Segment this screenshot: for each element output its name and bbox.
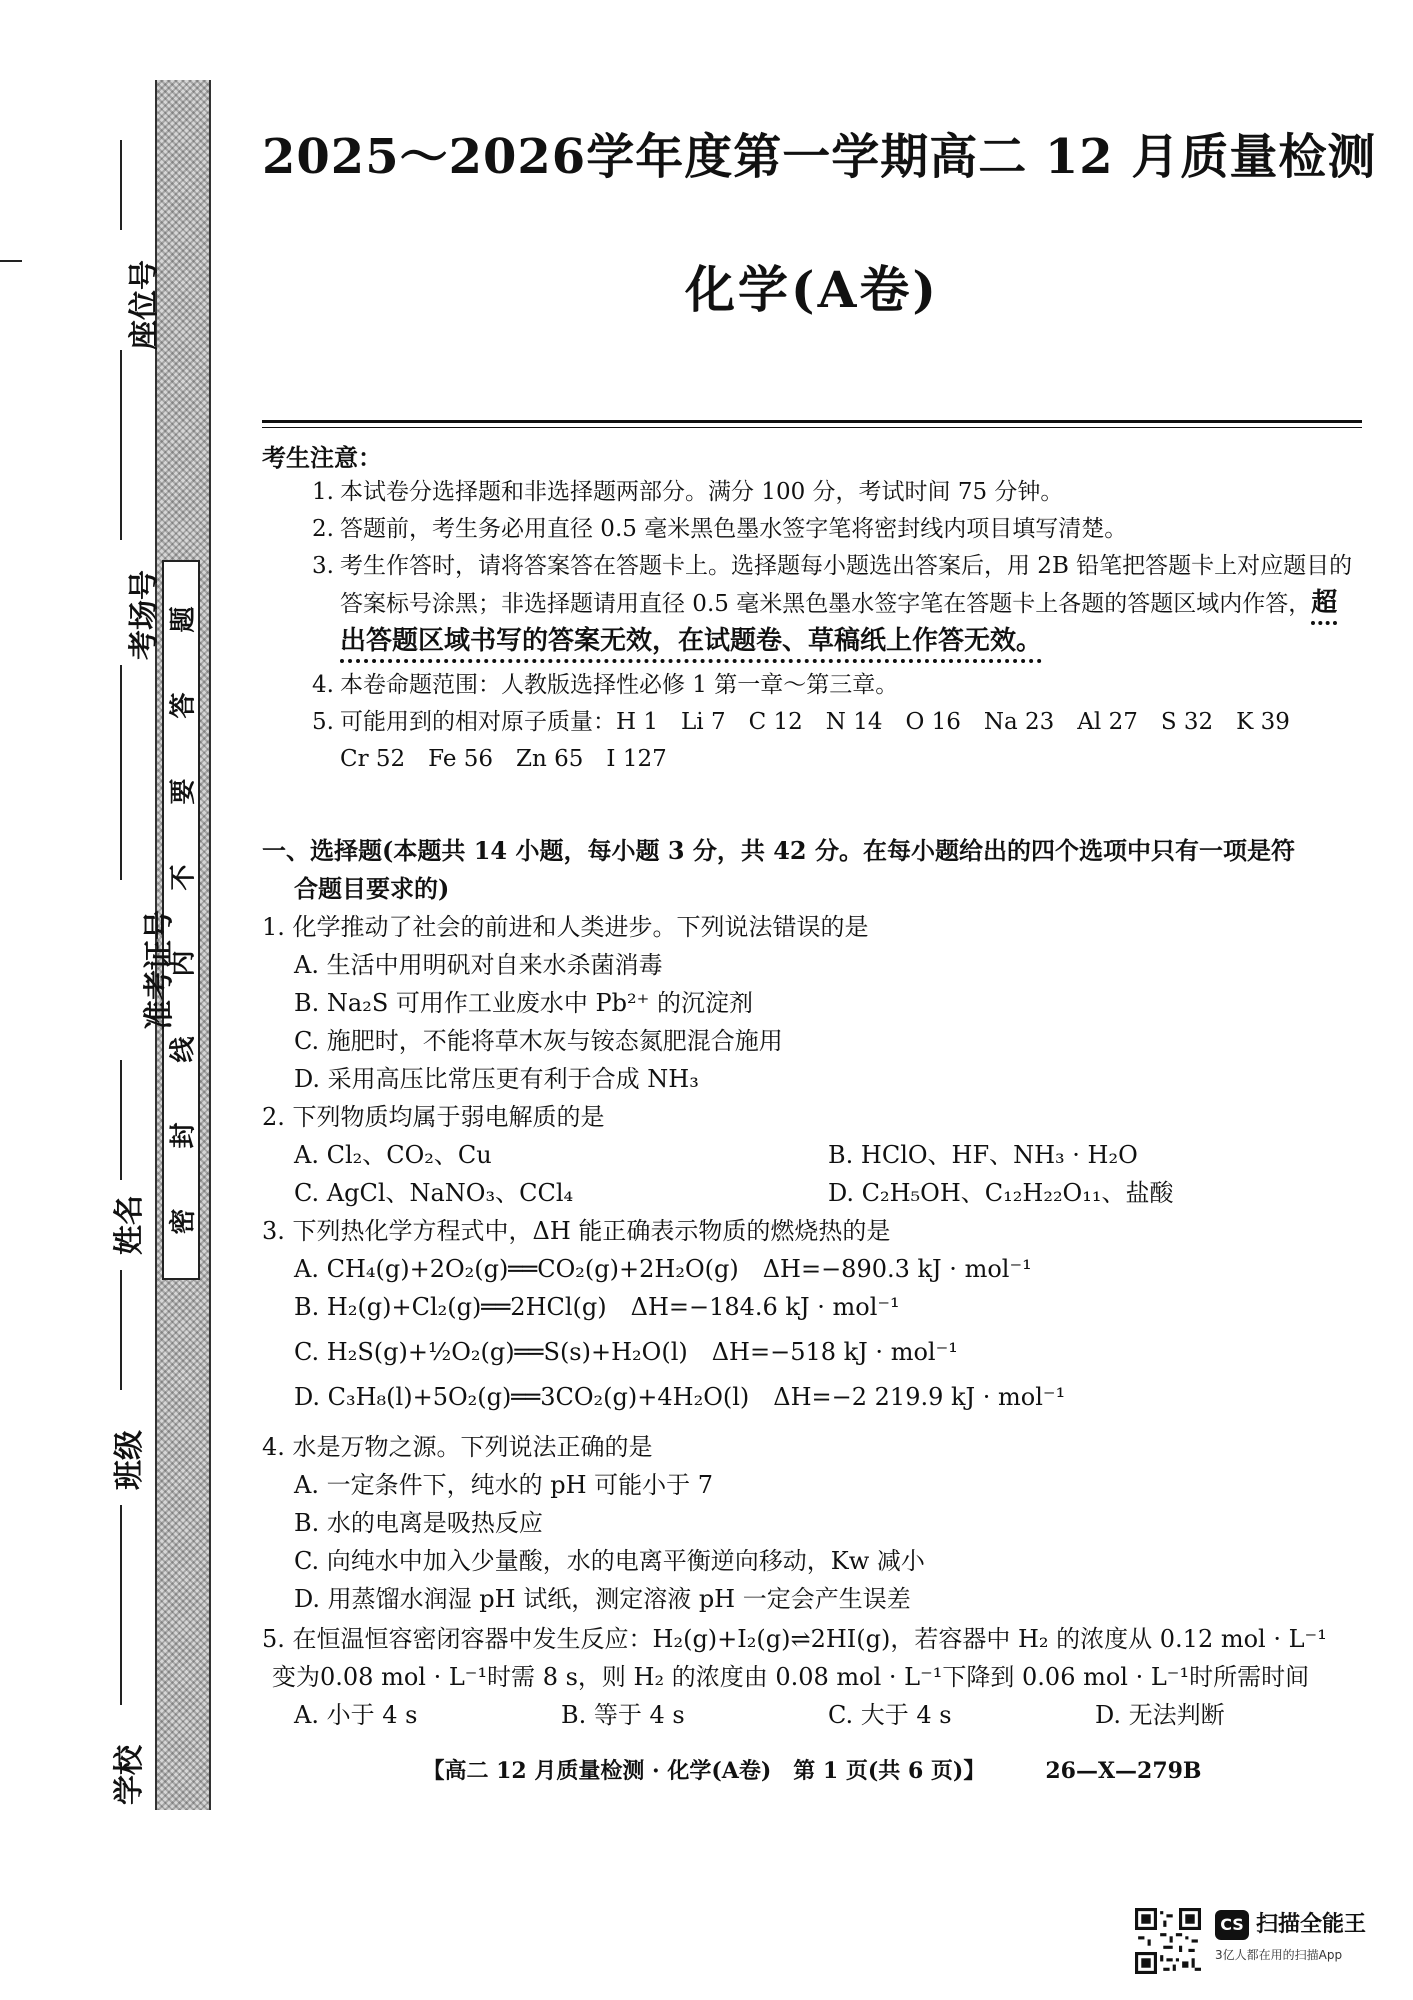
option: C. 向纯水中加入少量酸，水的电离平衡逆向移动，Kw 减小	[294, 1547, 925, 1575]
option: D. C₂H₅OH、C₁₂H₂₂O₁₁、盐酸	[828, 1179, 1174, 1207]
exam-title: 2025～2026学年度第一学期高二 12 月质量检测	[262, 129, 1377, 185]
option: A. 一定条件下，纯水的 pH 可能小于 7	[294, 1471, 714, 1499]
notice-item: 2. 答题前，考生务必用直径 0.5 毫米黑色墨水签字笔将密封线内项目填写清楚。	[312, 516, 1128, 542]
scanner-tagline: 3亿人都在用的扫描App	[1215, 1948, 1343, 1962]
option: C. 大于 4 s	[828, 1701, 952, 1729]
option: B. 水的电离是吸热反应	[294, 1509, 543, 1537]
option: C. H₂S(g)+½O₂(g)══S(s)+H₂O(l) ΔH=−518 kJ · mol⁻¹	[294, 1338, 958, 1366]
seal-char: 封	[168, 1121, 199, 1149]
divider	[262, 427, 1362, 428]
question-1	[262, 908, 1362, 1098]
exam-subject: 化学(A卷)	[684, 260, 940, 319]
option: A. 小于 4 s	[294, 1701, 418, 1729]
page-footer: 【高二 12 月质量检测 · 化学(A卷) 第 1 页(共 6 页)】 26—X—279B	[422, 1758, 1202, 1784]
question-stem: 1. 化学推动了社会的前进和人类进步。下列说法错误的是	[262, 913, 869, 941]
notice-item: 4. 本卷命题范围：人教版选择性必修 1 第一章～第三章。	[312, 672, 899, 698]
option: D. 无法判断	[1095, 1701, 1225, 1729]
option: A. CH₄(g)+2O₂(g)══CO₂(g)+2H₂O(g) ΔH=−890.3 kJ · mol⁻¹	[294, 1255, 1032, 1283]
option: A. Cl₂、CO₂、Cu	[294, 1141, 492, 1169]
seal-char: 要	[168, 777, 199, 805]
question-5	[262, 1620, 1362, 1734]
scanner-app-name: 扫描全能王	[1256, 1912, 1367, 1937]
seal-char: 密	[168, 1207, 199, 1235]
seal-char: 内	[168, 949, 199, 977]
qr-code-icon	[1135, 1908, 1201, 1974]
question-2	[262, 1098, 1362, 1212]
option: B. H₂(g)+Cl₂(g)══2HCl(g) ΔH=−184.6 kJ · mol⁻¹	[294, 1293, 900, 1321]
question-stem: 变为0.08 mol · L⁻¹时需 8 s，则 H₂ 的浓度由 0.08 mol · L⁻¹下降到 0.06 mol · L⁻¹时所需时间	[272, 1663, 1310, 1691]
question-3	[262, 1212, 1362, 1416]
option: B. 等于 4 s	[561, 1701, 685, 1729]
option: D. 采用高压比常压更有利于合成 NH₃	[294, 1065, 699, 1093]
question-stem: 4. 水是万物之源。下列说法正确的是	[262, 1433, 653, 1461]
option: D. 用蒸馏水润湿 pH 试纸，测定溶液 pH 一定会产生误差	[294, 1585, 911, 1613]
emphasis-text: 超出答题区域书写的答案无效，在试题卷、草稿纸上作答无效。	[340, 588, 1338, 656]
option: D. C₃H₈(l)+5O₂(g)══3CO₂(g)+4H₂O(l) ΔH=−2 219.9 kJ · mol⁻¹	[294, 1383, 1066, 1411]
option: C. 施肥时，不能将草木灰与铵态氮肥混合施用	[294, 1027, 783, 1055]
paper-code: 26—X—279B	[1045, 1758, 1202, 1784]
seal-char: 不	[168, 863, 199, 891]
atomic-masses: H 1 Li 7 C 12 N 14 O 16 Na 23 Al 27 S 32 K 39	[616, 709, 1290, 735]
notice-item: 1. 本试卷分选择题和非选择题两部分。满分 100 分，考试时间 75 分钟。	[312, 479, 1064, 505]
camscanner-logo: CS	[1215, 1910, 1249, 1940]
scan-edge-mark	[0, 260, 22, 262]
seal-char: 答	[168, 691, 199, 719]
question-stem: 3. 下列热化学方程式中，ΔH 能正确表示物质的燃烧热的是	[262, 1217, 891, 1245]
notice-item: 3. 考生作答时，请将答案答在答题卡上。选择题每小题选出答案后，用 2B 铅笔把答题卡上对应题目的答案标号涂黑；非选择题请用直径 0.5 毫米黑色墨水签字笔在答题卡上各题的答题区域内作答，超出答题区域书写的答案无效，在试题卷、草稿纸上作答无效。	[312, 553, 1353, 656]
option: A. 生活中用明矾对自来水杀菌消毒	[294, 951, 663, 979]
notice-item: 5. 可能用到的相对原子质量：H 1 Li 7 C 12 N 14 O 16 Na 23 Al 27 S 32 K 39 Cr 52 Fe 56 Zn 65 I 127	[312, 704, 1362, 778]
option: B. HClO、HF、NH₃ · H₂O	[828, 1141, 1138, 1169]
seal-char: 题	[168, 605, 199, 633]
question-stem: 2. 下列物质均属于弱电解质的是	[262, 1103, 605, 1131]
seal-char: 线	[168, 1035, 199, 1063]
notice-heading: 考生注意：	[262, 443, 382, 472]
divider	[262, 420, 1362, 423]
question-4	[262, 1428, 1362, 1618]
question-stem: 5. 在恒温恒容密闭容器中发生反应：H₂(g)+I₂(g)⇌2HI(g)，若容器中 H₂ 的浓度从 0.12 mol · L⁻¹	[262, 1625, 1327, 1653]
section-heading: 一、选择题(本题共 14 小题，每小题 3 分，共 42 分。在每小题给出的四个选项中只有一项是符 合题目要求的)	[262, 836, 1295, 903]
notice-list	[312, 474, 1362, 778]
option: B. Na₂S 可用作工业废水中 Pb²⁺ 的沉淀剂	[294, 989, 753, 1017]
atomic-masses: Cr 52 Fe 56 Zn 65 I 127	[340, 746, 667, 772]
option: C. AgCl、NaNO₃、CCl₄	[294, 1179, 574, 1207]
